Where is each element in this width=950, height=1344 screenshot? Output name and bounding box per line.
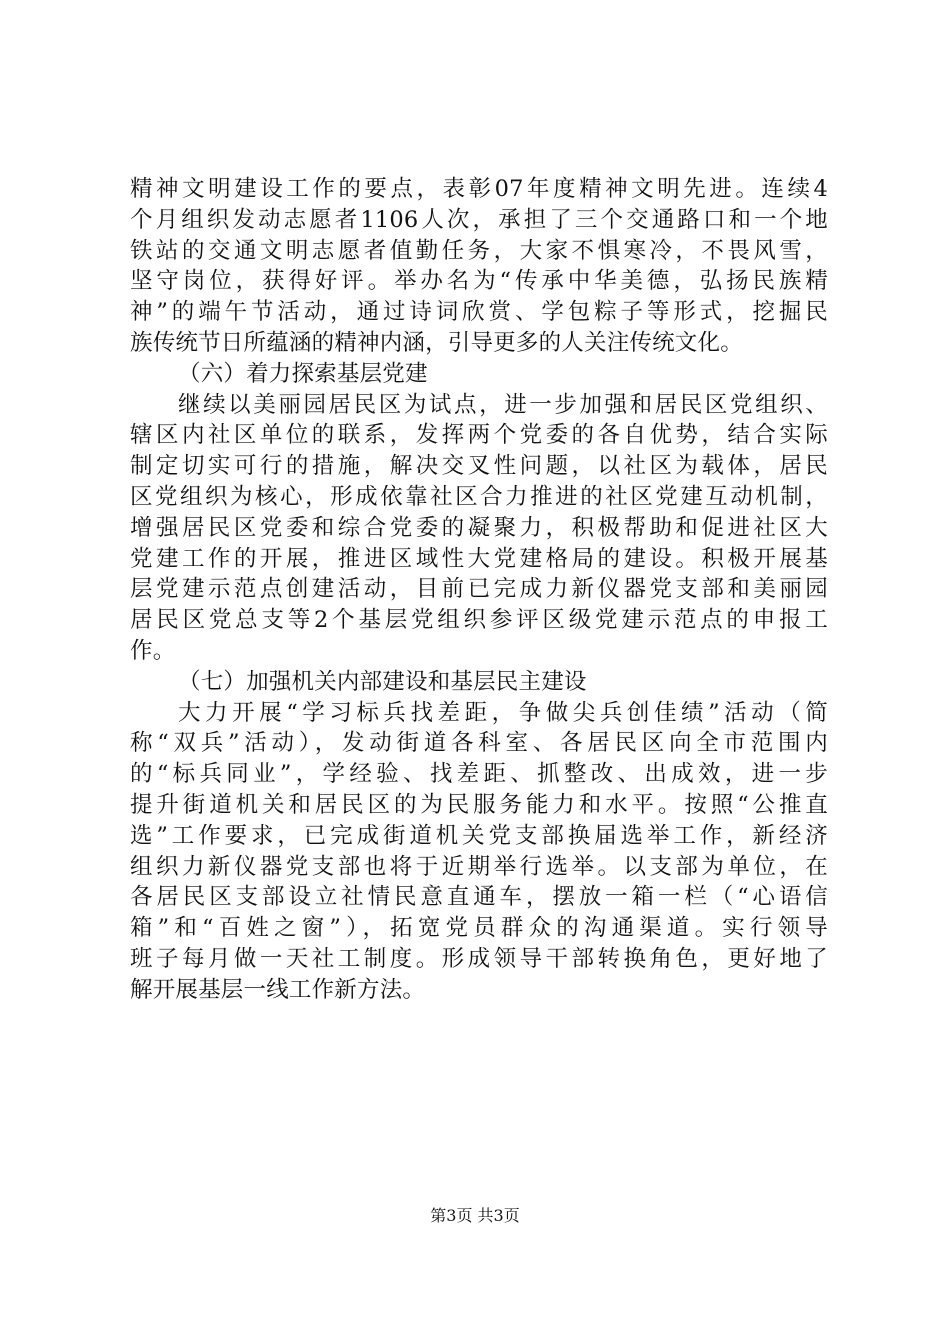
text-line: 继续以美丽园居民区为试点，进一步加强和居民区党组织、: [178, 391, 828, 418]
text-line: 各居民区支部设立社情民意直通车，摆放一箱一栏（“心语信: [130, 884, 828, 911]
text-line: （七）加强机关内部建设和基层民主建设: [178, 668, 587, 695]
text-line: 族传统节日所蕴涵的精神内涵，引导更多的人关注传统文化。: [130, 329, 743, 356]
text-line: 组织力新仪器党支部也将于近期举行选举。以支部为单位，在: [130, 853, 828, 880]
text-line: 的“标兵同业”，学经验、找差距、抓整改、出成效，进一步: [130, 761, 828, 788]
text-line: 提升街道机关和居民区的为民服务能力和水平。按照“公推直: [130, 791, 828, 818]
text-line: 增强居民区党委和综合党委的凝聚力，积极帮助和促进社区大: [130, 514, 828, 541]
text-line: 制定切实可行的措施，解决交叉性问题，以社区为载体，居民: [130, 453, 828, 480]
text-line: 层党建示范点创建活动，目前已完成力新仪器党支部和美丽园: [130, 576, 828, 603]
text-line: 居民区党总支等2个基层党组织参评区级党建示范点的申报工: [130, 607, 828, 634]
text-line: 党建工作的开展，推进区域性大党建格局的建设。积极开展基: [130, 545, 828, 572]
text-line: 班子每月做一天社工制度。形成领导干部转换角色，更好地了: [130, 945, 828, 972]
text-line: 区党组织为核心，形成依靠社区合力推进的社区党建互动机制，: [130, 483, 828, 510]
page-footer: 第3页 共3页: [430, 1206, 520, 1225]
text-line: 铁站的交通文明志愿者值勤任务，大家不惧寒冷，不畏风雪，: [130, 237, 828, 264]
text-line: 大力开展“学习标兵找差距，争做尖兵创佳绩”活动（简: [178, 699, 828, 726]
text-line: 选”工作要求，已完成街道机关党支部换届选举工作，新经济: [130, 822, 828, 849]
text-line: 解开展基层一线工作新方法。: [130, 976, 426, 1003]
text-line: 神”的端午节活动，通过诗词欣赏、学包粽子等形式，挖掘民: [130, 299, 828, 326]
text-line: 称“双兵”活动），发动街道各科室、各居民区向全市范围内: [130, 730, 828, 757]
text-line: （六）着力探索基层党建: [178, 360, 428, 387]
text-line: 精神文明建设工作的要点，表彰07年度精神文明先进。连续4: [130, 176, 828, 202]
text-line: 作。: [130, 637, 176, 664]
text-line: 辖区内社区单位的联系，发挥两个党委的各自优势，结合实际: [130, 422, 828, 449]
text-line: 个月组织发动志愿者1106人次，承担了三个交通路口和一个地: [130, 206, 828, 233]
text-line: 箱”和“百姓之窗”），拓宽党员群众的沟通渠道。实行领导: [130, 915, 828, 942]
document-body: [130, 174, 828, 1006]
text-line: 坚守岗位，获得好评。举办名为“传承中华美德，弘扬民族精: [130, 268, 828, 295]
